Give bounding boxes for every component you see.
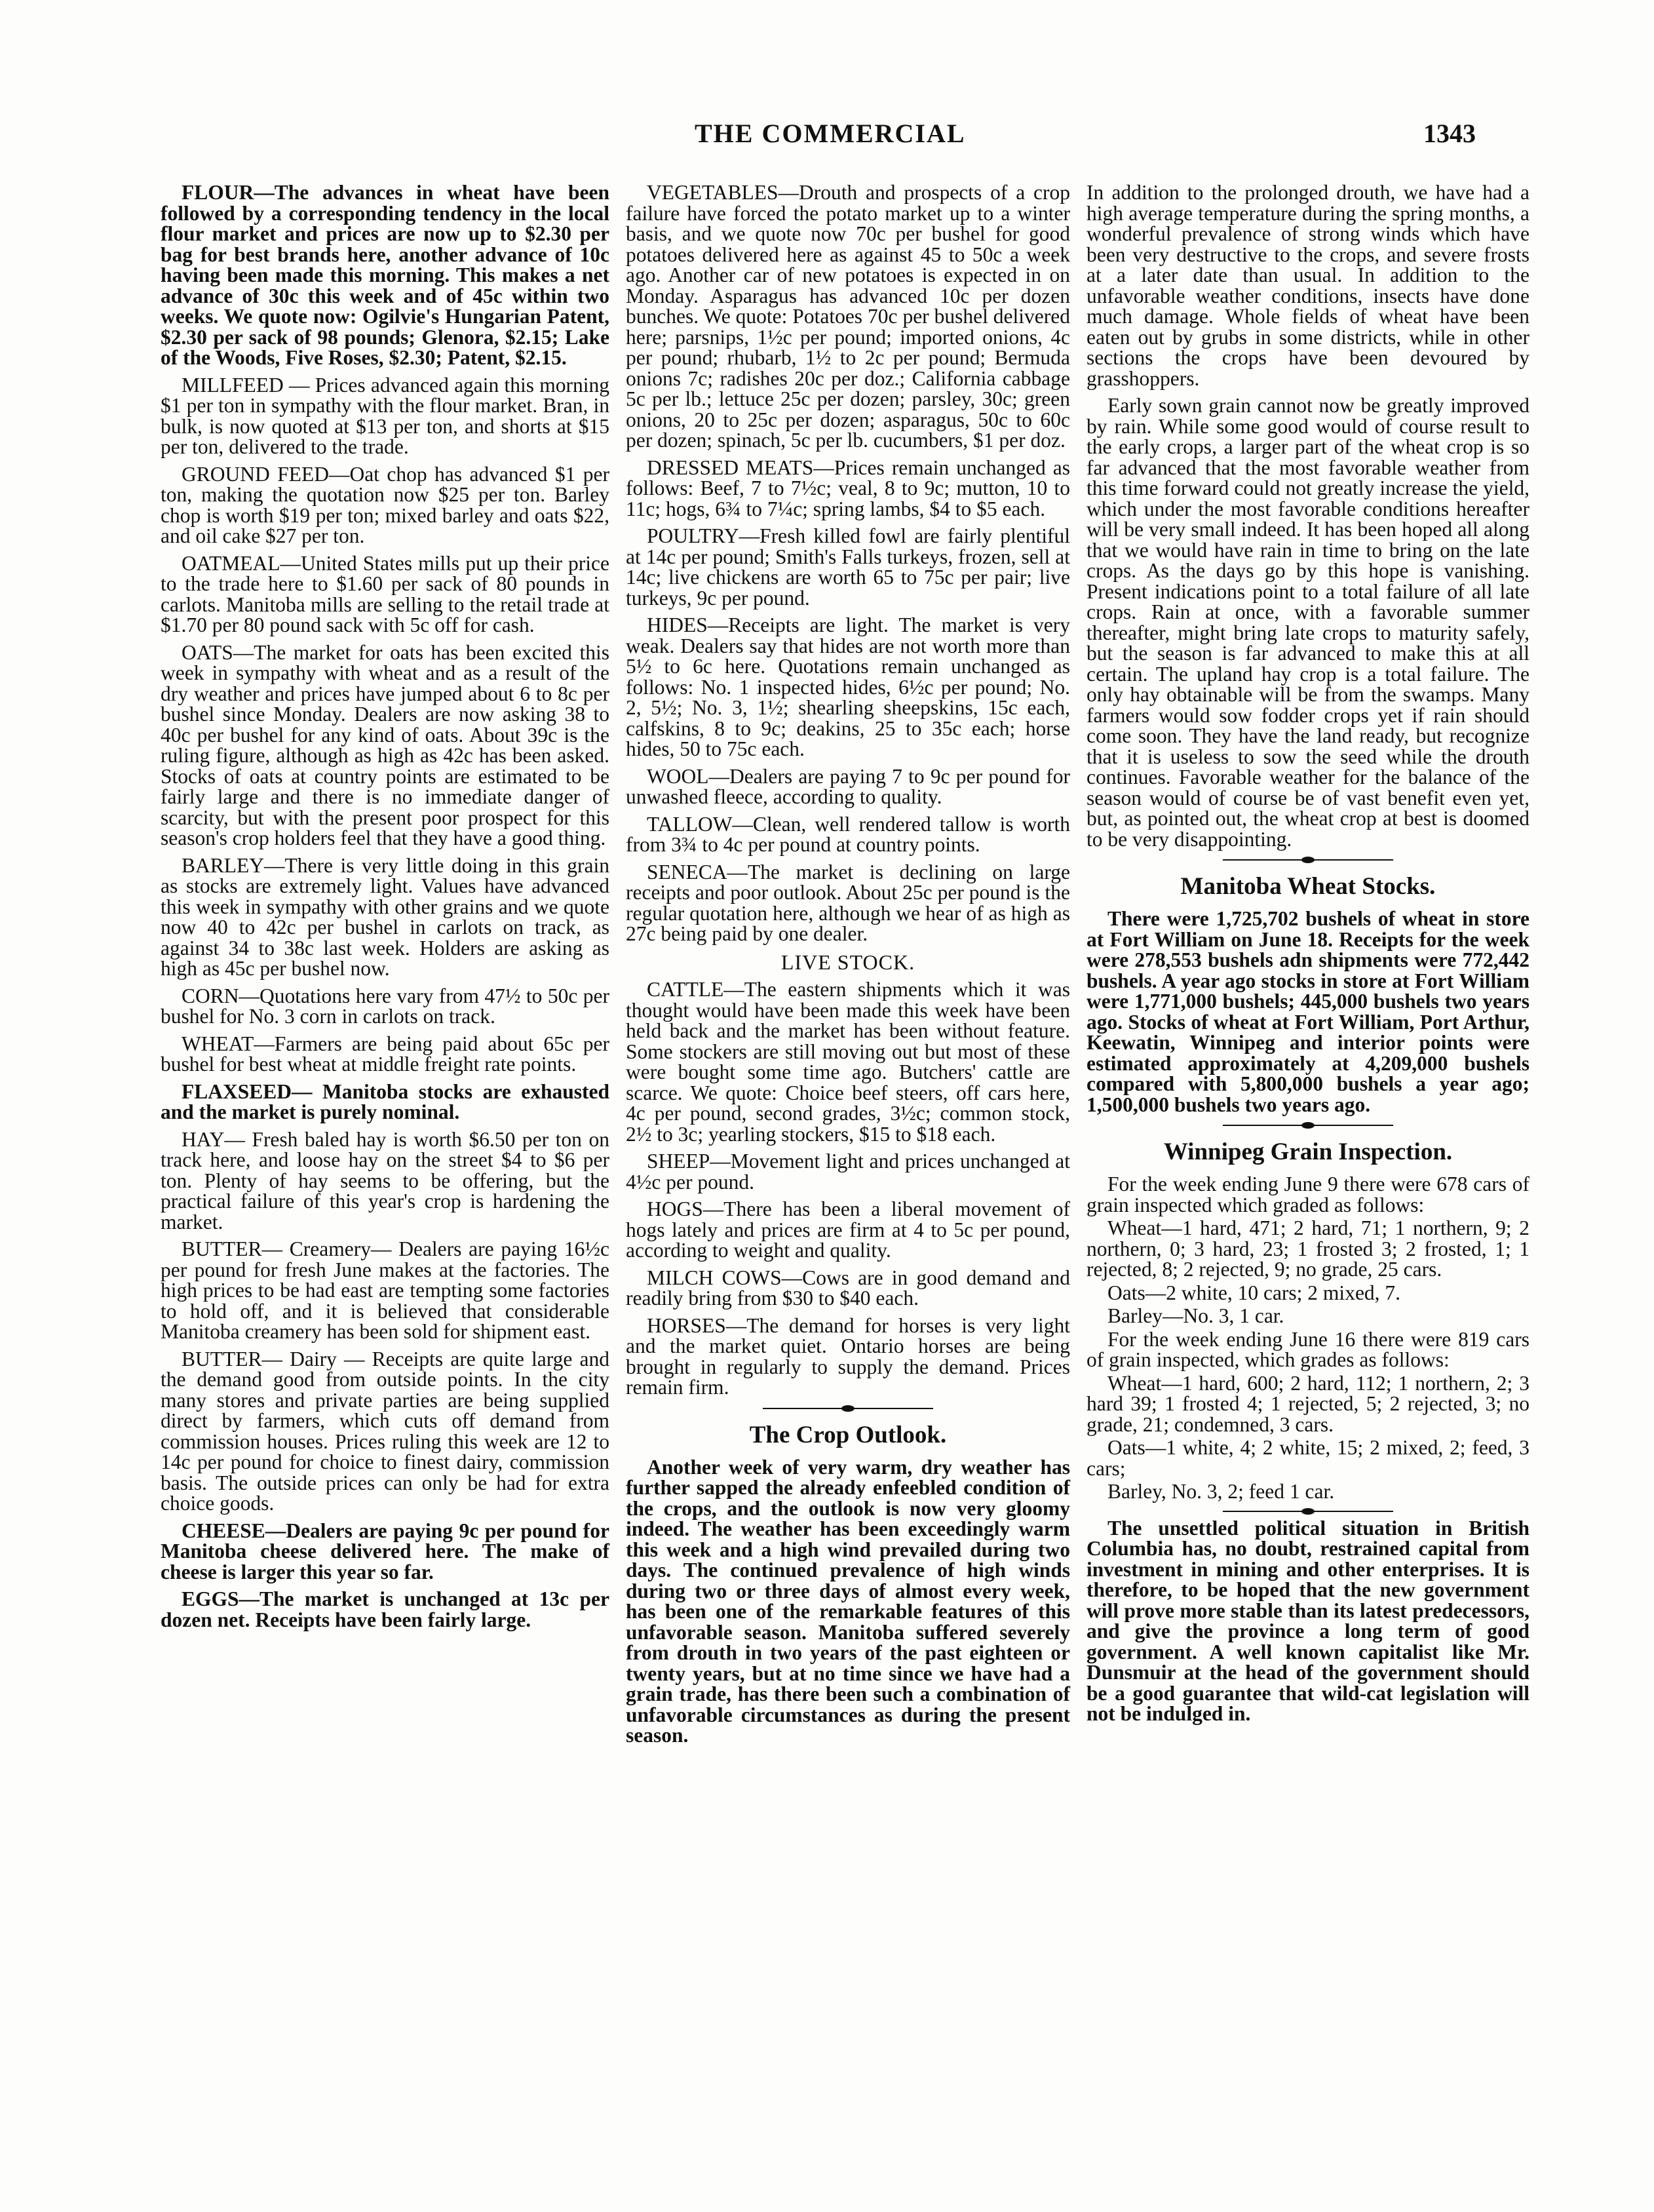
live-stock-heading: LIVE STOCK. xyxy=(780,950,915,974)
inspection-line: Barley—No. 3, 1 car. xyxy=(1107,1304,1284,1327)
section-divider xyxy=(763,1405,933,1412)
butter-dairy-report: BUTTER— Dairy — Receipts are quite large and the demand good from outside points. In the city many stores and private parties are being supplied direct by farmers, which cuts off demand from commission houses. Prices ruling this week are 12 to 14c per pound for choice to finest dairy, commission basis. The outside prices can only be had for extra choice goods. xyxy=(161,1347,609,1515)
crop-outlook-paragraph-1: Another week of very warm, dry weather has further sapped the already enfeebled condition of the crops, and the outlook is now very gloomy indeed. The weather has been exceedingly warm this week and a high wind prevailed during two days. The continued prevalence of high winds during two or three days of almost every week, has been one of the remarkable features of this unfavorable season. Manitoba suffered severely from drouth in two years of the past eighteen or twenty years, but at no time since we have had a grain trade, has there been such a combination of unfavorable circumstances as during the present season. xyxy=(626,1455,1070,1747)
hides-report: HIDES—Receipts are light. The market is very weak. Dealers say that hides are not worth more than 5½ to 6c here. Quotations remain unchanged as follows: No. 1 inspected hides, 6½c per pound; No. 2, 5½; No. 3, 1½; shearling sheepskins, 15c each, calfskins, 8 to 9c; deakins, 25 to 35c each; horse hides, 50 to 75c each. xyxy=(626,613,1070,760)
crop-outlook-paragraph-2: In addition to the prolonged drouth, we have had a high average temperature during the spring months, a wonderful prevalence of strong winds which have been very destructive to the crops, and severe frosts at a later date than usual. In addition to the unfavorable weather conditions, insects have done much damage. Whole fields of wheat have been eaten out by grubs in some districts, while in other sections the crops have been devoured by grasshoppers. xyxy=(1087,181,1529,390)
inspection-line: For the week ending June 16 there were 819 cars of grain inspected, which grades as follows: xyxy=(1087,1327,1529,1371)
wheat-report: WHEAT—Farmers are being paid about 65c per bushel for best wheat at middle freight rate points. xyxy=(161,1032,609,1076)
section-divider xyxy=(1223,856,1393,864)
inspection-line: Wheat—1 hard, 471; 2 hard, 71; 1 northern, 9; 2 northern, 0; 3 hard, 23; 1 frosted 3; 2 frosted, 1; 1 rejected, 8; 2 rejected, 9; no grade, 25 cars. xyxy=(1087,1216,1529,1281)
wheat-stocks-heading: Manitoba Wheat Stocks. xyxy=(1180,873,1436,900)
dressed-meats-report: DRESSED MEATS—Prices remain unchanged as follows: Beef, 7 to 7½c; veal, 8 to 9c; mutton, 10 to 11c; hogs, 6¾ to 7¼c; spring lambs, $4 to $5 each. xyxy=(626,456,1070,520)
butter-creamery-report: BUTTER— Creamery— Dealers are paying 16½c per pound for fresh June makes at the factories. The high prices to be had east are tempting some factories to hold off, and it is believed that considerable Manitoba creamery has been sold for shipment east. xyxy=(161,1237,609,1343)
oatmeal-report: OATMEAL—United States mills put up their price to the trade here to $1.60 per sack of 80 pounds in carlots. Manitoba mills are selling to the retail trade at $1.70 per 80 pound sack with 5c off for cash. xyxy=(161,551,609,636)
wool-report: WOOL—Dealers are paying 7 to 9c per pound for unwashed fleece, according to quality. xyxy=(626,764,1070,808)
hogs-report: HOGS—There has been a liberal movement of hogs lately and prices are firm at 4 to 5c per pound, according to weight and quality. xyxy=(626,1197,1070,1262)
column-3 xyxy=(1087,182,1529,1731)
column-1 xyxy=(161,182,609,1637)
cheese-report: CHEESE—Dealers are paying 9c per pound for Manitoba cheese delivered here. The make of cheese is larger this year so far. xyxy=(161,1519,609,1583)
cattle-report: CATTLE—The eastern shipments which it was thought would have been made this week have been held back and the market has been without feature. Some stockers are still moving out but most of these were bought some time ago. Butchers' cattle are scarce. We quote: Choice beef steers, off cars here, 4c per pound, second grades, 3½c; common stock, 2½ to 3c; yearling stockers, $15 to $18 each. xyxy=(626,978,1070,1146)
grain-inspection-heading: Winnipeg Grain Inspection. xyxy=(1163,1138,1453,1165)
inspection-line: Barley, No. 3, 2; feed 1 car. xyxy=(1107,1480,1335,1503)
crop-outlook-heading: The Crop Outlook. xyxy=(749,1421,947,1448)
vegetables-report: VEGETABLES—Drouth and prospects of a crop failure have forced the potato market up to a winter basis, and we quote now 70c per bushel for good potatoes delivered here as against 45 to 50c a week ago. Another car of new potatoes is expected in on Monday. Asparagus has advanced 10c per dozen bunches. We quote: Potatoes 70c per bushel delivered here; parsnips, 1½c per pound; imported onions, 4c per pound; rhubarb, 1½ to 2c per pound; Bermuda onions 7c; radishes 20c per doz.; California cabbage 5c per lb.; lettuce 25c per dozen; parsley, 30c; green onions, 20 to 25c per dozen; asparagus, 50c to 60c per dozen; spinach, 5c per lb. cucumbers, $1 per doz. xyxy=(626,181,1070,452)
poultry-report: POULTRY—Fresh killed fowl are fairly plentiful at 14c per pound; Smith's Falls turkeys, frozen, sell at 14c; live chickens are worth 65 to 75c per pair; live turkeys, 9c per pound. xyxy=(626,524,1070,610)
milch-cows-report: MILCH COWS—Cows are in good demand and readily bring from $30 to $40 each. xyxy=(626,1266,1070,1310)
section-divider xyxy=(1223,1507,1393,1515)
hay-report: HAY— Fresh baled hay is worth $6.50 per ton on track here, and loose hay on the street $4 to $6 per ton. Plenty of hay seems to be offering, but the practical failure of this year's crop is hardening the market. xyxy=(161,1127,609,1233)
political-note: The unsettled political situation in British Columbia has, no doubt, restrained capital from investment in mining and other enterprises. It is therefore, to be hoped that the new government will prove more stable than its latest predecessors, and give the province a long term of good government. A well known capitalist like Mr. Dunsmuir at the head of the government should be a good guarantee that wild-cat legislation will not be indulged in. xyxy=(1087,1516,1529,1725)
millfeed-report: MILLFEED — Prices advanced again this morning $1 per ton in sympathy with the flour market. Bran, in bulk, is now quoted at $13 per ton, and shorts at $15 per ton, delivered to the trade. xyxy=(161,373,609,458)
column-2 xyxy=(626,182,1070,1753)
oats-report: OATS—The market for oats has been excited this week in sympathy with wheat and as a result of the dry weather and prices have jumped about 6 to 8c per bushel since Monday. Dealers are now asking 38 to 40c per bushel for any kind of oats. About 39c is the ruling figure, although as high as 42c has been asked. Stocks of oats at country points are estimated to be fairly large and there is no immediate danger of scarcity, but with the present poor prospect for this season's crop holders feel that they have a good thing. xyxy=(161,640,609,849)
sheep-report: SHEEP—Movement light and prices unchanged at 4½c per pound. xyxy=(626,1150,1070,1193)
page-number: 1343 xyxy=(1423,119,1476,148)
inspection-line: Oats—1 white, 4; 2 white, 15; 2 mixed, 2; feed, 3 cars; xyxy=(1087,1436,1529,1480)
eggs-report: EGGS—The market is unchanged at 13c per dozen net. Receipts have been fairly large. xyxy=(161,1587,609,1631)
inspection-line: For the week ending June 9 there were 678 cars of grain inspected which graded as follows: xyxy=(1087,1173,1529,1216)
section-divider xyxy=(1223,1121,1393,1129)
horses-report: HORSES—The demand for horses is very light and the market quiet. Ontario horses are being brought in regularly to supply the demand. Prices remain firm. xyxy=(626,1313,1070,1399)
flaxseed-report: FLAXSEED— Manitoba stocks are exhausted and the market is purely nominal. xyxy=(161,1079,609,1123)
crop-outlook-paragraph-3: Early sown grain cannot now be greatly improved by rain. While some good would of course result to the early crops, a larger part of the wheat crop is so far advanced that the most favorable weather from this time forward could not greatly increase the yield, which under the most favorable conditions hereafter will be very small indeed. It has been hoped all along that we would have rain in time to bring on the late crops. As the days go by this hope is vanishing. Present indications point to a total failure of all late crops. Rain at once, with a favorable summer thereafter, might bring late crops to maturity safely, but the season is far advanced to make this at all certain. The upland hay crop is a total failure. The only hay obtainable will be from the swamps. Many farmers would sow fodder crops yet if rain should come soon. They have the land ready, but recognize that it is useless to sow the seed while the drouth continues. Favorable weather for the balance of the season would of course be of vast benefit even yet, but, as pointed out, the wheat crop at best is doomed to be very disappointing. xyxy=(1087,394,1529,851)
seneca-report: SENECA—The market is declining on large receipts and poor outlook. About 25c per pound is the regular quotation here, although we hear of as high as 27c being paid by one dealer. xyxy=(626,860,1070,945)
corn-report: CORN—Quotations here vary from 47½ to 50c per bushel for No. 3 corn in carlots on track. xyxy=(161,984,609,1028)
inspection-line: Oats—2 white, 10 cars; 2 mixed, 7. xyxy=(1107,1281,1401,1304)
inspection-line: Wheat—1 hard, 600; 2 hard, 112; 1 northern, 2; 3 hard 39; 1 frosted 4; 1 rejected, 5; 2 rejected, 3; no grade, 21; condemned, 3 cars. xyxy=(1087,1371,1529,1436)
ground-feed-report: GROUND FEED—Oat chop has advanced $1 per ton, making the quotation now $25 per ton. Barley chop is worth $19 per ton; mixed barley and oats $22, and oil cake $27 per ton. xyxy=(161,462,609,547)
barley-report: BARLEY—There is very little doing in this grain as stocks are extremely light. Values have advanced this week in sympathy with other grains and we quote now 40 to 42c per bushel in carlots on track, as against 34 to 38c last week. Holders are asking as high as 45c per bushel now. xyxy=(161,853,609,980)
wheat-stocks-text: There were 1,725,702 bushels of wheat in store at Fort William on June 18. Receipts for the week were 278,553 bushels adn shipments were 772,442 bushels. A year ago stocks in store at Fort William were 1,771,000 bushels; 445,000 bushels two years ago. Stocks of wheat at Fort William, Port Arthur, Keewatin, Winnipeg and interior points were estimated approximately at 4,209,000 bushels compared with 5,800,000 bushels a year ago; 1,500,000 bushels two years ago. xyxy=(1087,907,1529,1116)
page-title: THE COMMERCIAL xyxy=(695,119,966,148)
tallow-report: TALLOW—Clean, well rendered tallow is worth from 3¾ to 4c per pound at country points. xyxy=(626,812,1070,856)
flour-report: FLOUR—The advances in wheat have been followed by a corresponding tendency in the local flour market and prices are now up to $2.30 per bag for best brands here, another advance of 10c having been made this morning. This makes a net advance of 30c this week and of 45c within two weeks. We quote now: Ogilvie's Hungarian Patent, $2.30 per sack of 98 pounds; Glenora, $2.15; Lake of the Woods, Five Roses, $2.30; Patent, $2.15. xyxy=(161,181,609,369)
